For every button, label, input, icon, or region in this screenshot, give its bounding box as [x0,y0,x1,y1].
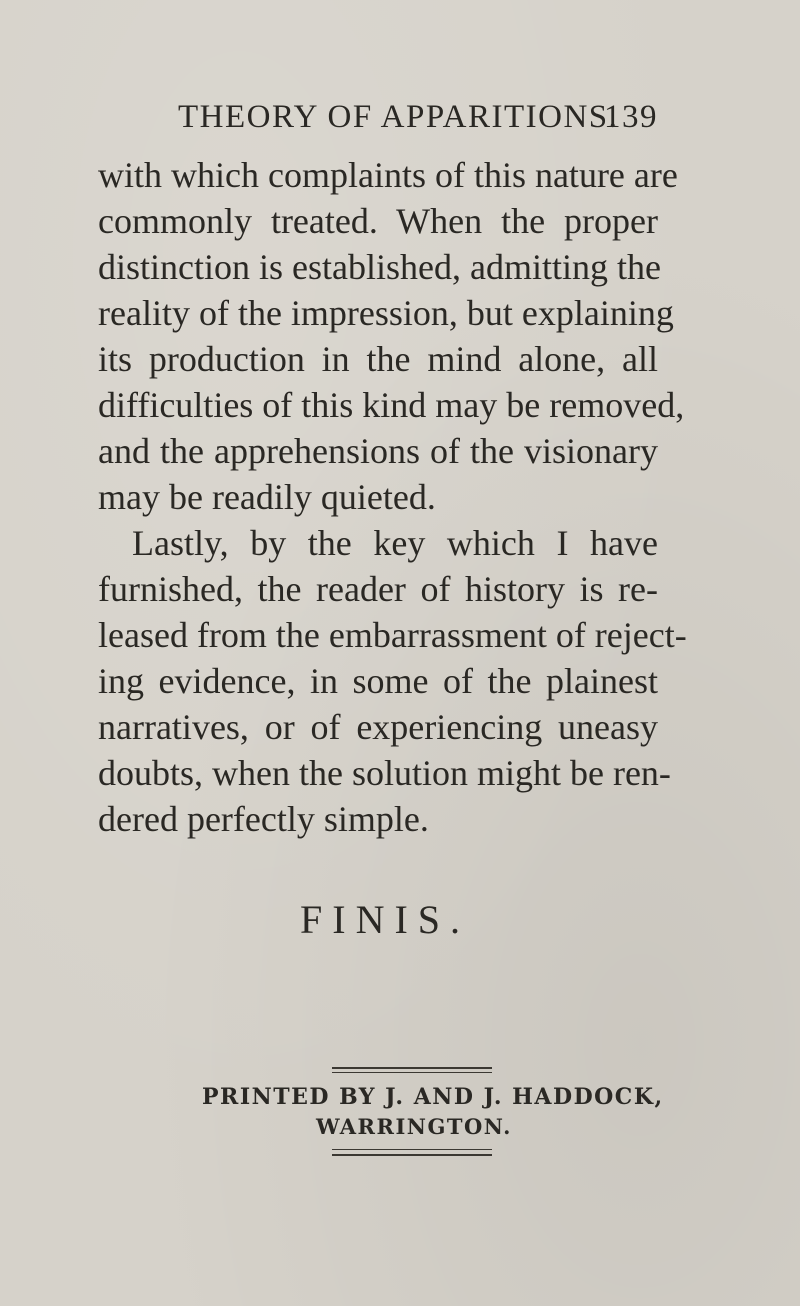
text-line: leased from the embarrassment of reject- [98,615,687,655]
page-number: 139 [604,99,658,135]
finis-heading: FINIS. [300,897,471,942]
text-line: furnished, the reader of history is re- [98,569,658,609]
text-line: distinction is established, admitting the [98,247,661,287]
text-line: and the apprehensions of the visionary [98,431,658,471]
ornamental-rule [332,1067,492,1069]
text-line: dered perfectly simple. [98,799,429,839]
running-title: THEORY OF APPARITIONS. [178,99,619,135]
ornamental-rule [332,1072,492,1073]
text-line: may be readily quieted. [98,477,436,517]
running-head [178,92,658,142]
printer-imprint: PRINTED BY J. AND J. HADDOCK, [202,1084,664,1110]
text-line: difficulties of this kind may be removed, [98,385,685,425]
printer-town: WARRINGTON. [316,1114,512,1139]
text-line: its production in the mind alone, all [98,339,658,379]
text-line: Lastly, by the key which I have [132,523,658,563]
text-line: with which complaints of this nature are [98,155,678,195]
text-line: reality of the impression, but explaining [98,293,674,333]
text-line: narratives, or of experiencing uneasy [98,707,658,747]
paragraph-2 [98,520,687,842]
text-line: ing evidence, in some of the plainest [98,661,658,701]
text-line: doubts, when the solution might be ren- [98,753,671,793]
paragraph-1 [98,152,685,520]
text-line: commonly treated. When the proper [98,201,658,241]
ornamental-rule [332,1154,492,1156]
ornamental-rule [332,1149,492,1150]
